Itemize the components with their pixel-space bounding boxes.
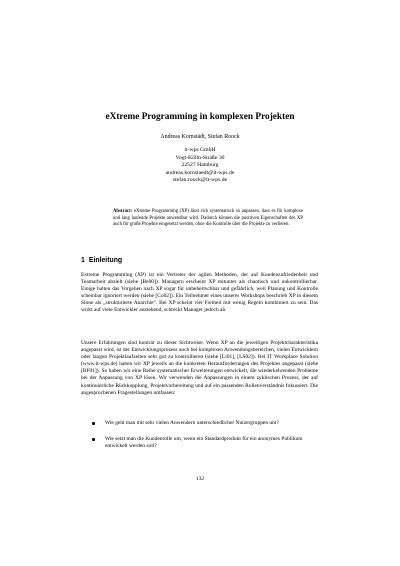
page-number: 132 [195,476,205,482]
affiliation-city: 22527 Hamburg [181,162,219,169]
section-number: 1 [81,257,85,264]
bullet-item [81,420,318,427]
section-heading [81,256,122,265]
affiliation-street: Vogt-Kölln-Straße 30 [175,154,225,161]
affiliation-email-1: andreas.kornstaedt@it-wps.de [165,169,235,176]
bullet-text: Wie geht man mit sehr vielen Anwendern unterschiedlicher Nutzergruppen um? [105,420,279,426]
paper-title: eXtreme Programming in komplexen Projekten [105,112,295,122]
abstract-label: Abstract: [113,209,133,214]
author-affiliation [60,147,340,185]
bullet-icon [92,422,95,425]
abstract [113,209,303,229]
affiliation-company: it-wps GmbH [184,147,216,153]
paper-authors: Andreas Kornstädt, Stefan Roock [160,134,240,140]
affiliation-email-2: stefan.roock@it-wps.de [172,177,228,184]
abstract-text: eXtreme Programming (XP) lässt sich systematisch so anpassen, dass es für komplexe und lang laufende Projekte anwendbar wird. Dadurch können die positiven Eigenschaften des XP auch für große Projekte eingesetzt werden, ohne die Kontrolle über die Projekte zu verlieren. [113,209,303,227]
section-title: Einleitung [88,257,123,264]
body-paragraph-2: Unsere Erfahrungen sind konträr zu dieser Sichtweise. Wenn XP an die jeweiligen Projektcharakteristika angepasst wird, ist der Entwicklungsprozess auch bei komplexen Anwendungsbereichen, vielen Entwicklern oder langen Projektlaufzeiten sehr gut zu kontrollieren (siehe [Li01], [LS02]). Bei IT Workplace Solution (www.it-wps.de) haben wir XP jeweils an die konkreten Herausforderungen des Projektes angepasst (siehe [BF01]). So haben wir eine Reihe systematischer Erweiterungen entwickelt, die wiederkehrenden Probleme bei der Anpassung von XP lösen. Wir verwenden die Anpassungen in einem zyklischen Prozess, der auf kontinuierliche Rückkopplung, Projektvorbereitung und auf ein passenden Rollenverständnis fokussiert. Die angesprochenen Fragestellungen umfassen: [81,340,318,396]
body-paragraph-1: Extreme Programming (XP) ist ein Vertreter der agilen Methoden, der auf Kundenzufriedenheit und Teamarbeit abzielt (siehe [Be00]). Managern erscheint XP mitunter als chaotisch und unkontrollierbar. Einige halten das Vorgehen nach XP sogar für unbeherrschbar und gefährlich, weil Planung und Kontrolle scheinbar ignoriert werden (siehe [Co02]). Ein Teilnehmer eines unserer Workshops beschrieb XP in diesem Sinne als „strukturierte Anarchie". Bei XP scheint viel Freiheit mit wenig Regeln kombiniert zu sein. Das wirkt auf viele Entwickler anziehend, schreckt Manager jedoch ab. [81,272,318,314]
bullet-text: Wie setzt man die Kundenrolle um, wenn ein Standardprodukt für ein anonymes Publikum entwickelt werden soll? [105,436,303,450]
bullet-icon [92,438,95,441]
bullet-item [81,436,318,450]
bullet-list [81,420,318,459]
